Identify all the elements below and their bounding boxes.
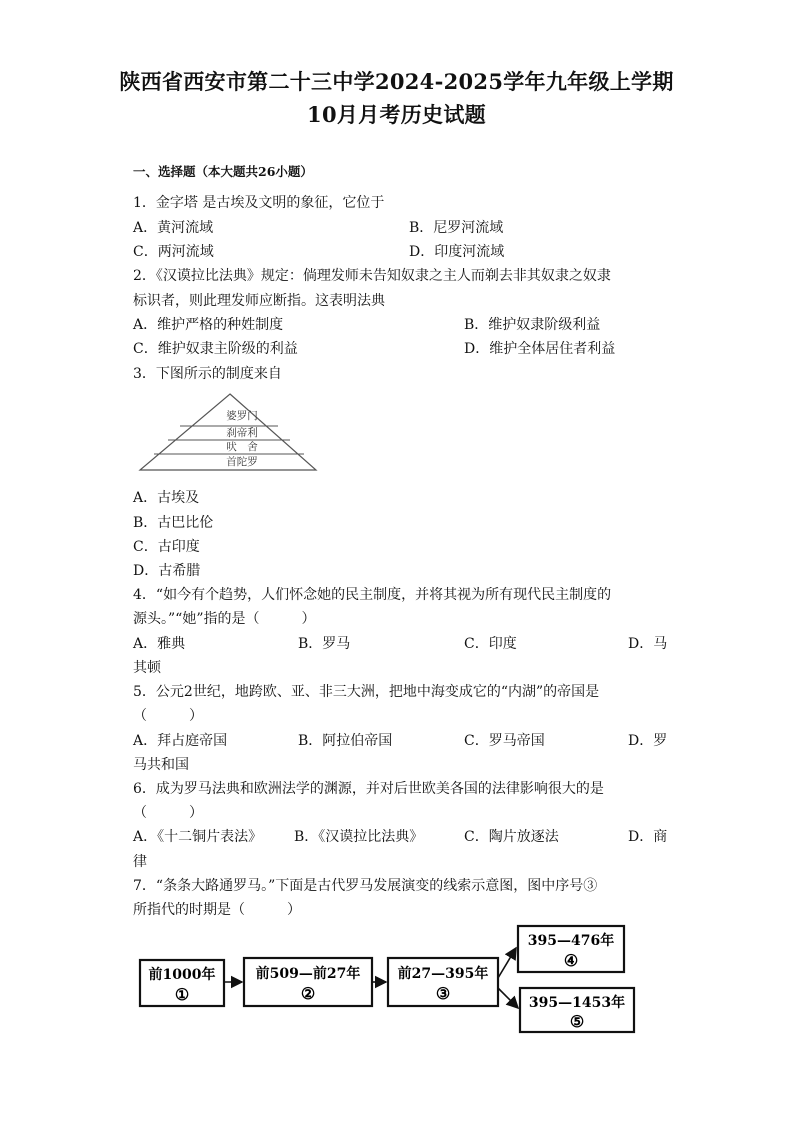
- question-6-stem-line2: （ ）: [133, 805, 203, 821]
- q5-option-c: C．罗马帝国: [464, 733, 545, 749]
- question-7-stem-line1: 7．“条条大路通罗马。”下面是古代罗马发展演变的线索示意图，图中序号③: [133, 878, 598, 894]
- question-6-stem-line1: 6．成为罗马法典和欧洲法学的渊源，并对后世欧美各国的法律影响很大的是: [133, 781, 604, 797]
- q4-option-a: A．雅典: [133, 636, 186, 652]
- q4-option-d-wrap: 其顿: [133, 660, 161, 676]
- q5-option-d-wrap: 马共和国: [133, 757, 189, 773]
- question-7-stem-line2: 所指代的时期是（ ）: [133, 902, 301, 918]
- timeline-num-3: ③: [435, 984, 451, 1003]
- timeline-period-2: 前509—前27年: [255, 966, 361, 982]
- q6-option-b: B．《汉谟拉比法典》: [294, 829, 424, 845]
- q4-option-d: D．马: [628, 636, 668, 652]
- timeline-period-4: 395—476年: [527, 933, 615, 949]
- q3-option-b: B．古巴比伦: [133, 515, 214, 531]
- timeline-num-5: ⑤: [569, 1012, 585, 1031]
- page-subtitle: 10月月考历史试题: [307, 102, 486, 127]
- timeline-num-2: ②: [300, 984, 316, 1003]
- q3-option-d: D．古希腊: [133, 563, 201, 579]
- timeline-num-1: ①: [174, 985, 190, 1004]
- question-3-stem: 3．下图所示的制度来自: [133, 366, 282, 382]
- question-2-stem-line1: 2．《汉谟拉比法典》规定：倘理发师未告知奴隶之主人而剃去非其奴隶之奴隶: [133, 268, 611, 284]
- timeline-period-1: 前1000年: [148, 967, 216, 983]
- q4-option-c: C．印度: [464, 636, 517, 652]
- timeline-period-5: 395—1453年: [528, 995, 626, 1011]
- q2-option-a: A．维护严格的种姓制度: [133, 317, 284, 333]
- question-4-stem-line2: 源头。”“她”指的是（ ）: [133, 611, 316, 627]
- caste-label-kshatriya: 刹帝利: [226, 427, 258, 439]
- timeline-arrow: [498, 988, 518, 1008]
- q6-option-d: D．商: [628, 829, 668, 845]
- question-5-stem-line2: （ ）: [133, 708, 203, 724]
- q5-option-b: B．阿拉伯帝国: [298, 733, 393, 749]
- q1-option-c: C．两河流域: [133, 244, 214, 260]
- q6-option-d-wrap: 律: [133, 854, 147, 870]
- caste-label-vaishya: 吠 舍: [226, 441, 258, 453]
- q2-option-d: D．维护全体居住者利益: [464, 341, 616, 357]
- caste-pyramid-figure: [138, 392, 318, 474]
- q6-option-a: A．《十二铜片表法》: [133, 829, 263, 845]
- q3-option-c: C．古印度: [133, 539, 200, 555]
- page-title: 陕西省西安市第二十三中学2024-2025学年九年级上学期: [119, 69, 674, 94]
- q1-option-a: A．黄河流域: [133, 220, 214, 236]
- q5-option-d: D．罗: [628, 733, 668, 749]
- question-2-stem-line2: 标识者，则此理发师应断指。这表明法典: [133, 293, 385, 309]
- caste-label-shudra: 首陀罗: [226, 456, 258, 468]
- q2-option-c: C．维护奴隶主阶级的利益: [133, 341, 298, 357]
- section-header: 一、选择题（本大题共26小题）: [133, 164, 313, 179]
- timeline-num-4: ④: [563, 951, 579, 970]
- q3-option-a: A．古埃及: [133, 490, 200, 506]
- question-4-stem-line1: 4．“如今有个趋势，人们怀念她的民主制度，并将其视为所有现代民主制度的: [133, 587, 612, 603]
- caste-label-brahmin: 婆罗门: [226, 410, 258, 422]
- q2-option-b: B．维护奴隶阶级利益: [464, 317, 601, 333]
- q1-option-b: B．尼罗河流域: [409, 220, 504, 236]
- q4-option-b: B．罗马: [298, 636, 351, 652]
- q5-option-a: A．拜占庭帝国: [133, 733, 228, 749]
- question-5-stem-line1: 5．公元2世纪，地跨欧、亚、非三大洲，把地中海变成它的“内湖”的帝国是: [133, 684, 600, 700]
- timeline-arrow: [498, 948, 516, 978]
- q1-option-d: D．印度河流域: [409, 244, 505, 260]
- timeline-period-3: 前27—395年: [397, 966, 489, 982]
- rome-timeline-diagram: [136, 922, 646, 1038]
- question-1-stem: 1．金字塔 是古埃及文明的象征，它位于: [133, 195, 385, 211]
- q6-option-c: C．陶片放逐法: [464, 829, 559, 845]
